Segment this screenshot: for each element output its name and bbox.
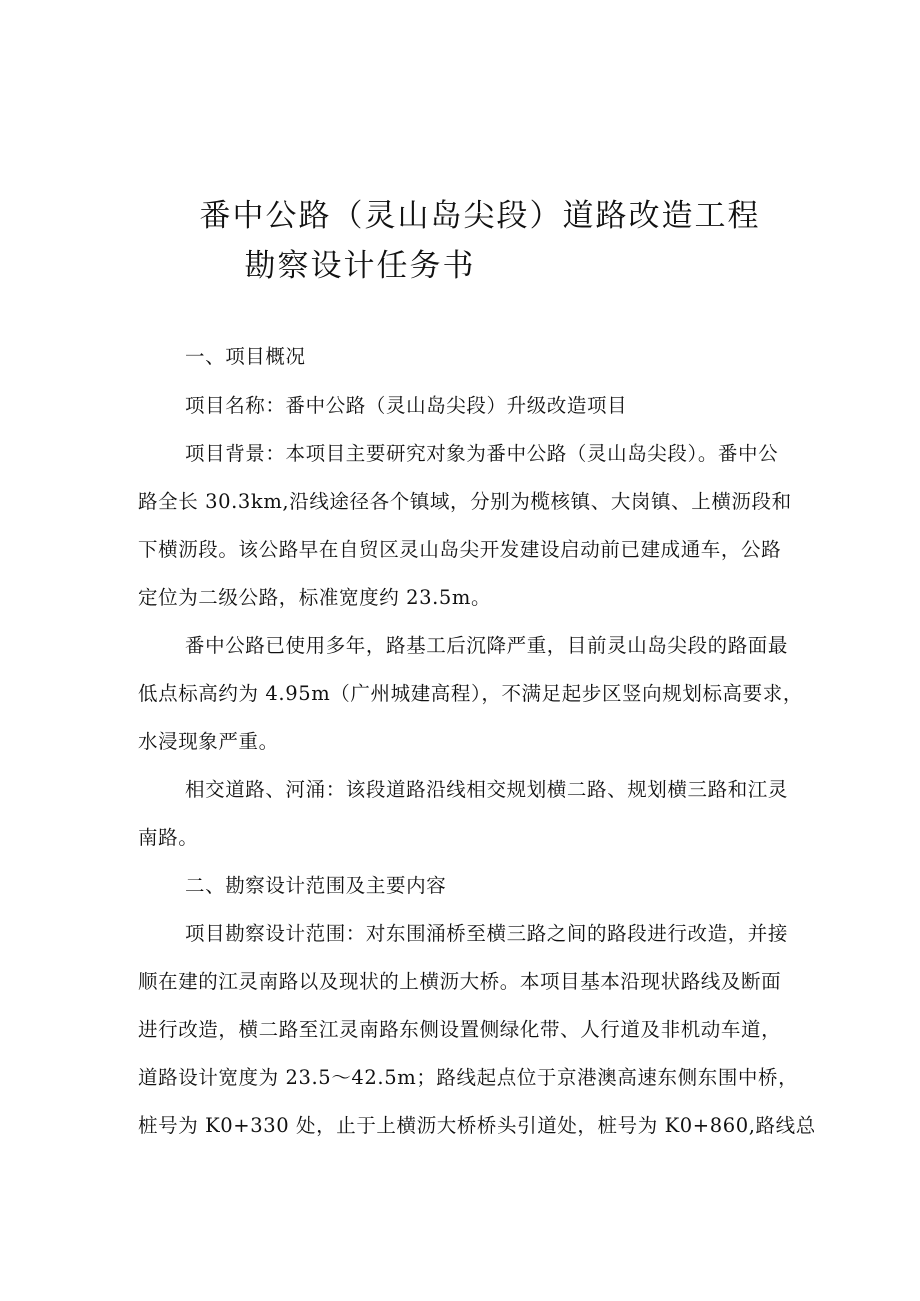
paragraph-line: 路全长 30.3km,沿线途径各个镇域，分别为榄核镇、大岗镇、上横沥段和 bbox=[138, 490, 792, 513]
section-heading-scope-and-content: 二、勘察设计范围及主要内容 bbox=[185, 874, 447, 897]
paragraph-line: 顺在建的江灵南路以及现状的上横沥大桥。本项目基本沿现状路线及断面 bbox=[138, 970, 782, 993]
paragraph-line: 定位为二级公路，标准宽度约 23.5m。 bbox=[138, 586, 492, 609]
paragraph-line: 低点标高约为 4.95m（广州城建高程），不满足起步区竖向规划标高要求， bbox=[138, 682, 803, 705]
paragraph-line: 进行改造，横二路至江灵南路东侧设置侧绿化带、人行道及非机动车道， bbox=[138, 1018, 782, 1041]
paragraph-line: 下横沥段。该公路早在自贸区灵山岛尖开发建设启动前已建成通车，公路 bbox=[138, 538, 782, 561]
paragraph-line: 番中公路已使用多年，路基工后沉降严重，目前灵山岛尖段的路面最 bbox=[185, 634, 789, 657]
document-title-line-2: 勘察设计任务书 bbox=[244, 248, 476, 284]
paragraph-line: 项目背景：本项目主要研究对象为番中公路（灵山岛尖段）。番中公 bbox=[185, 442, 779, 465]
paragraph-line: 相交道路、河涌：该段道路沿线相交规划横二路、规划横三路和江灵 bbox=[185, 778, 789, 801]
paragraph-line: 项目名称：番中公路（灵山岛尖段）升级改造项目 bbox=[185, 394, 628, 417]
section-heading-project-overview: 一、项目概况 bbox=[185, 345, 306, 368]
paragraph-line: 桩号为 K0+330 处，止于上横沥大桥桥头引道处，桩号为 K0+860,路线总 bbox=[138, 1114, 816, 1137]
paragraph-line: 水浸现象严重。 bbox=[138, 730, 279, 753]
document-title-line-1: 番中公路（灵山岛尖段）道路改造工程 bbox=[199, 198, 761, 234]
paragraph-line: 项目勘察设计范围：对东围涌桥至横三路之间的路段进行改造，并接 bbox=[185, 922, 789, 945]
paragraph-line: 南路。 bbox=[138, 826, 199, 849]
paragraph-line: 道路设计宽度为 23.5～42.5m；路线起点位于京港澳高速东侧东围中桥， bbox=[138, 1066, 799, 1089]
